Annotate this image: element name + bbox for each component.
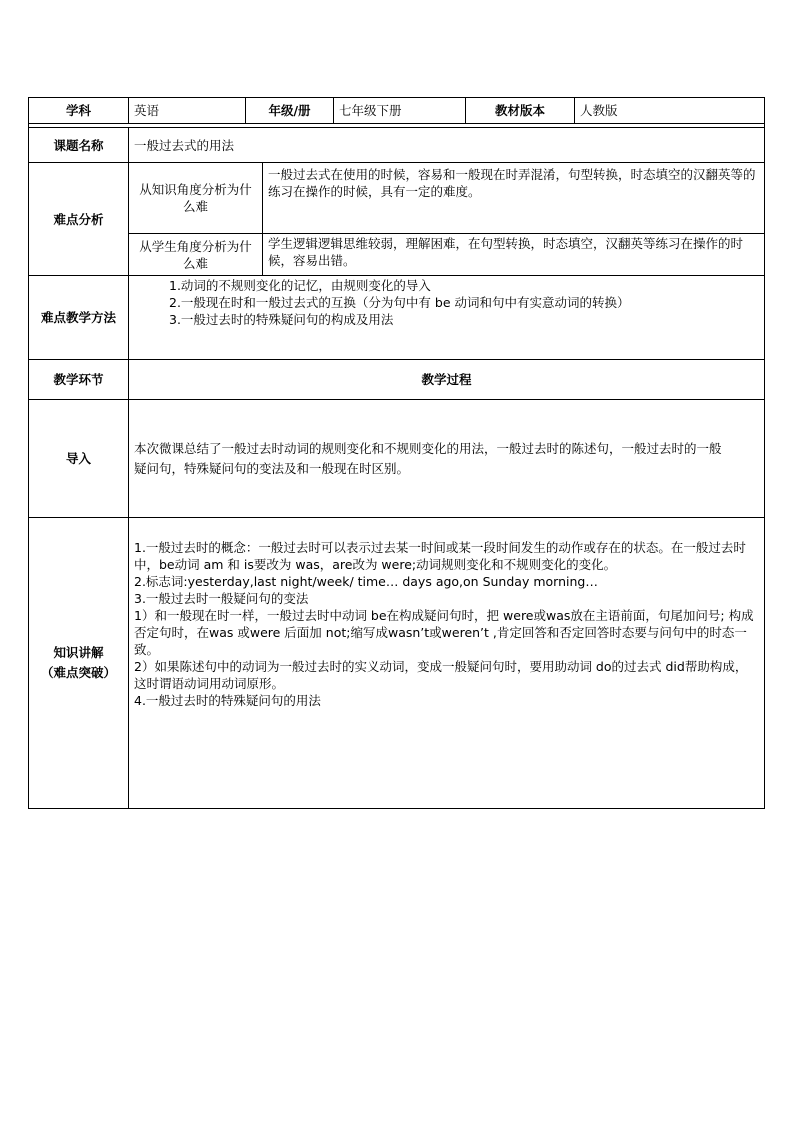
intro-text: 本次微课总结了一般过去时动词的规则变化和不规则变化的用法，一般过去时的陈述句，一般过去时的一般疑问句，特殊疑问句的变法及和一般现在时区别。 [129,400,765,518]
method-item: 2.一般现在时和一般过去式的互换（分为句中有 be 动词和句中有实意动词的转换） [169,295,630,310]
grade-value: 七年级下册 [334,98,466,124]
difficulty-row-student [29,234,765,276]
difficulty-label: 难点分析 [29,163,129,276]
knowledge-angle-text: 一般过去式在使用的时候，容易和一般现在时弄混淆，句型转换，时态填空的汉翻英等的练习在操作的时候，具有一定的难度。 [263,163,765,234]
knowledge-paragraph: 3.一般过去时一般疑问句的变法 [134,591,309,606]
student-angle-text: 学生逻辑逻辑思维较弱，理解困难，在句型转换，时态填空，汉翻英等练习在操作的时候，容易出错。 [263,234,765,276]
intro-label: 导入 [29,400,129,518]
process-header-row [29,360,765,400]
knowledge-paragraph: 1.一般过去时的概念：一般过去时可以表示过去某一时间或某一段时间发生的动作或存在的状态。在一般过去时中，be动词 am 和 is要改为 was，are改为 were;动词规则变化和不规则变化的变化。 [134,540,746,572]
knowledge-label-line1: 知识讲解 [53,645,104,660]
knowledge-paragraph: 2.标志词:yesterday,last night/week/ time… days ago,on Sunday morning… [134,574,598,589]
knowledge-label [29,518,129,809]
methods-label: 难点教学方法 [29,276,129,360]
student-angle-label: 从学生角度分析为什么难 [129,234,263,276]
method-item: 1.动词的不规则变化的记忆，由规则变化的导入 [169,278,431,293]
subject-value: 英语 [129,98,246,124]
knowledge-row [29,518,765,809]
knowledge-content [129,518,765,809]
edition-label: 教材版本 [466,98,575,124]
lesson-value: 一般过去式的用法 [129,128,765,163]
difficulty-row-knowledge [29,163,765,234]
lesson-plan-table [28,97,765,809]
methods-list [129,276,765,360]
knowledge-paragraph: 2）如果陈述句中的动词为一般过去时的实义动词，变成一般疑问句时，要用助动词 do的过去式 did帮助构成，这时谓语动词用动词原形。 [134,659,748,691]
knowledge-paragraph: 1）和一般现在时一样，一般过去时中动词 be在构成疑问句时，把 were或was放在主语前面，句尾加问号; 构成否定句时，在was 或were 后面加 not;缩写成wasn’t或weren’t ,肯定回答和否定回答时态要与问句中的时态一致。 [134,608,754,657]
subject-label: 学科 [29,98,129,124]
stage-label: 教学环节 [29,360,129,400]
process-label: 教学过程 [129,360,765,400]
lesson-label: 课题名称 [29,128,129,163]
method-item: 3.一般过去时的特殊疑问句的构成及用法 [169,312,394,327]
intro-row [29,400,765,518]
knowledge-paragraph: 4.一般过去时的特殊疑问句的用法 [134,693,321,708]
methods-row [29,276,765,360]
knowledge-label-line2: （难点突破） [40,665,116,680]
header-row [29,98,765,124]
lesson-row [29,128,765,163]
grade-label: 年级/册 [246,98,334,124]
knowledge-angle-label: 从知识角度分析为什么难 [129,163,263,234]
edition-value: 人教版 [575,98,765,124]
